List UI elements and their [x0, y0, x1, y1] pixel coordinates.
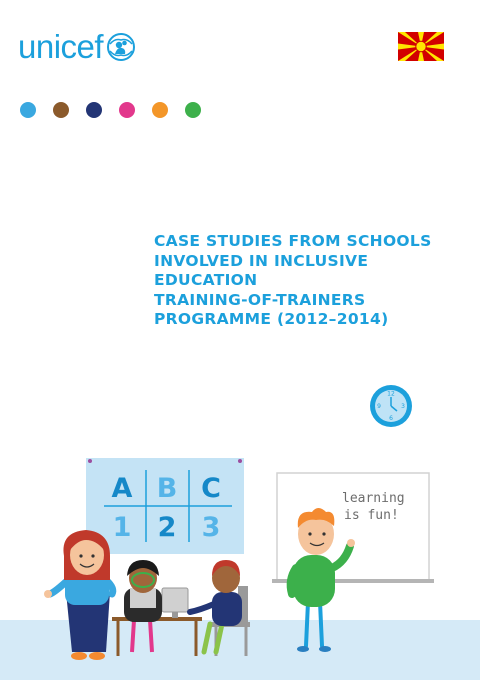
whiteboard-text: learning: [342, 491, 405, 506]
board-letter: C: [201, 473, 221, 504]
title-line: CASE STUDIES FROM SCHOOLS: [154, 232, 432, 250]
title-line: TRAINING-OF-TRAINERS: [154, 290, 366, 309]
title-line: PROGRAMME (2012–2014): [154, 310, 389, 328]
whiteboard-text: is fun!: [344, 508, 399, 523]
color-dot: [86, 102, 102, 118]
board-number: 2: [157, 512, 177, 543]
classroom-illustration: [0, 380, 480, 680]
logo-text: unicef: [18, 28, 104, 65]
flag-icon: [398, 32, 444, 61]
board-letter: A: [111, 473, 133, 504]
clock-number: 3: [401, 403, 405, 410]
color-dot: [185, 102, 201, 118]
board-letter: B: [156, 473, 178, 504]
clock-number: 9: [377, 403, 381, 410]
unicef-emblem-icon: [106, 32, 136, 62]
board-number: 3: [201, 512, 221, 543]
clock-number: 6: [389, 415, 393, 422]
board-number: 1: [112, 512, 132, 543]
title-line: EDUCATION: [154, 271, 258, 289]
title-line: INVOLVED IN INCLUSIVE: [154, 251, 369, 270]
clock-number: 12: [387, 390, 395, 398]
color-dot: [152, 102, 168, 118]
clock-icon: [370, 385, 412, 427]
document-title: [154, 232, 454, 330]
abc-board: [86, 458, 244, 554]
color-dot: [119, 102, 135, 118]
color-dots: [20, 102, 201, 118]
color-dot: [53, 102, 69, 118]
color-dot: [20, 102, 36, 118]
unicef-logo: [18, 30, 136, 63]
